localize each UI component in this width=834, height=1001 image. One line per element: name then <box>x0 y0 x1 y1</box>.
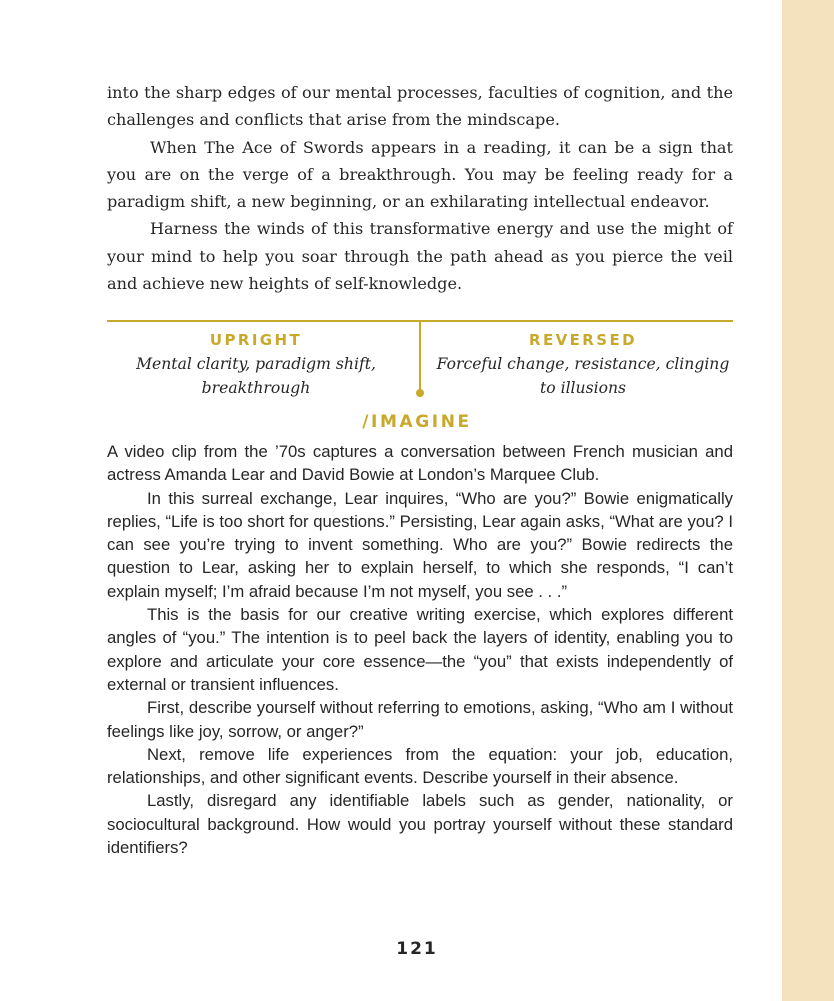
reversed-text: Forceful change, resistance, clinging to illusions <box>436 355 730 397</box>
page-number: 121 <box>396 939 438 959</box>
upright-text: Mental clarity, paradigm shift, breakthrough <box>136 355 376 397</box>
reversed-meaning <box>433 330 733 400</box>
intro-paragraph: into the sharp edges of our mental processes, faculties of cognition, and the challenges and conflicts that arise from the mindscape. <box>107 83 733 130</box>
reversed-heading: REVERSED <box>529 331 637 349</box>
section-paragraph: Lastly, disregard any identifiable labels such as gender, nationality, or sociocultural background. How would you portray yourself without these standard identifiers? <box>107 791 733 858</box>
intro-text <box>107 79 733 297</box>
section-title: /IMAGINE <box>362 412 472 432</box>
section-paragraph: A video clip from the ’70s captures a conversation between French musician and actress Amanda Lear and David Bowie at London’s Marquee Club. <box>107 442 733 485</box>
section-paragraph: Next, remove life experiences from the equation: your job, education, relationships, and other significant events. Describe yourself in their absence. <box>107 744 733 788</box>
upright-meaning <box>106 330 406 400</box>
section-paragraph: First, describe yourself without referring to emotions, asking, “Who am I without feelings like joy, sorrow, or anger?” <box>107 698 733 741</box>
meanings-divider-dot <box>416 389 424 397</box>
section-paragraph: In this surreal exchange, Lear inquires, “Who are you?” Bowie enigmatically replies, “Life is too short for questions.” Persisting, Lear again asks, “What are you? I can see you’re trying to invent something. Who are you?” Bowie redirects the question to Lear, asking her to explain herself, to which she responds, “I can’t explain myself; I’m afraid because I’m not myself, you see . . .” <box>107 488 733 601</box>
intro-paragraph: Harness the winds of this transformative energy and use the might of your mind to help you soar through the path ahead as you pierce the veil and achieve new heights of self-knowledge. <box>107 219 733 294</box>
page-edge-tab <box>782 0 834 1001</box>
section-paragraph: This is the basis for our creative writing exercise, which explores different angles of “you.” The intention is to peel back the layers of identity, enabling you to explore and articulate your core essence—the “you” that exists independently of external or transient influences. <box>107 605 733 694</box>
meanings-divider <box>419 320 421 390</box>
intro-paragraph: When The Ace of Swords appears in a reading, it can be a sign that you are on the verge of a breakthrough. You may be feeling ready for a paradigm shift, a new beginning, or an exhilarating intellectual endeavor. <box>107 137 733 212</box>
upright-heading: UPRIGHT <box>209 331 303 349</box>
section-body <box>107 440 733 859</box>
